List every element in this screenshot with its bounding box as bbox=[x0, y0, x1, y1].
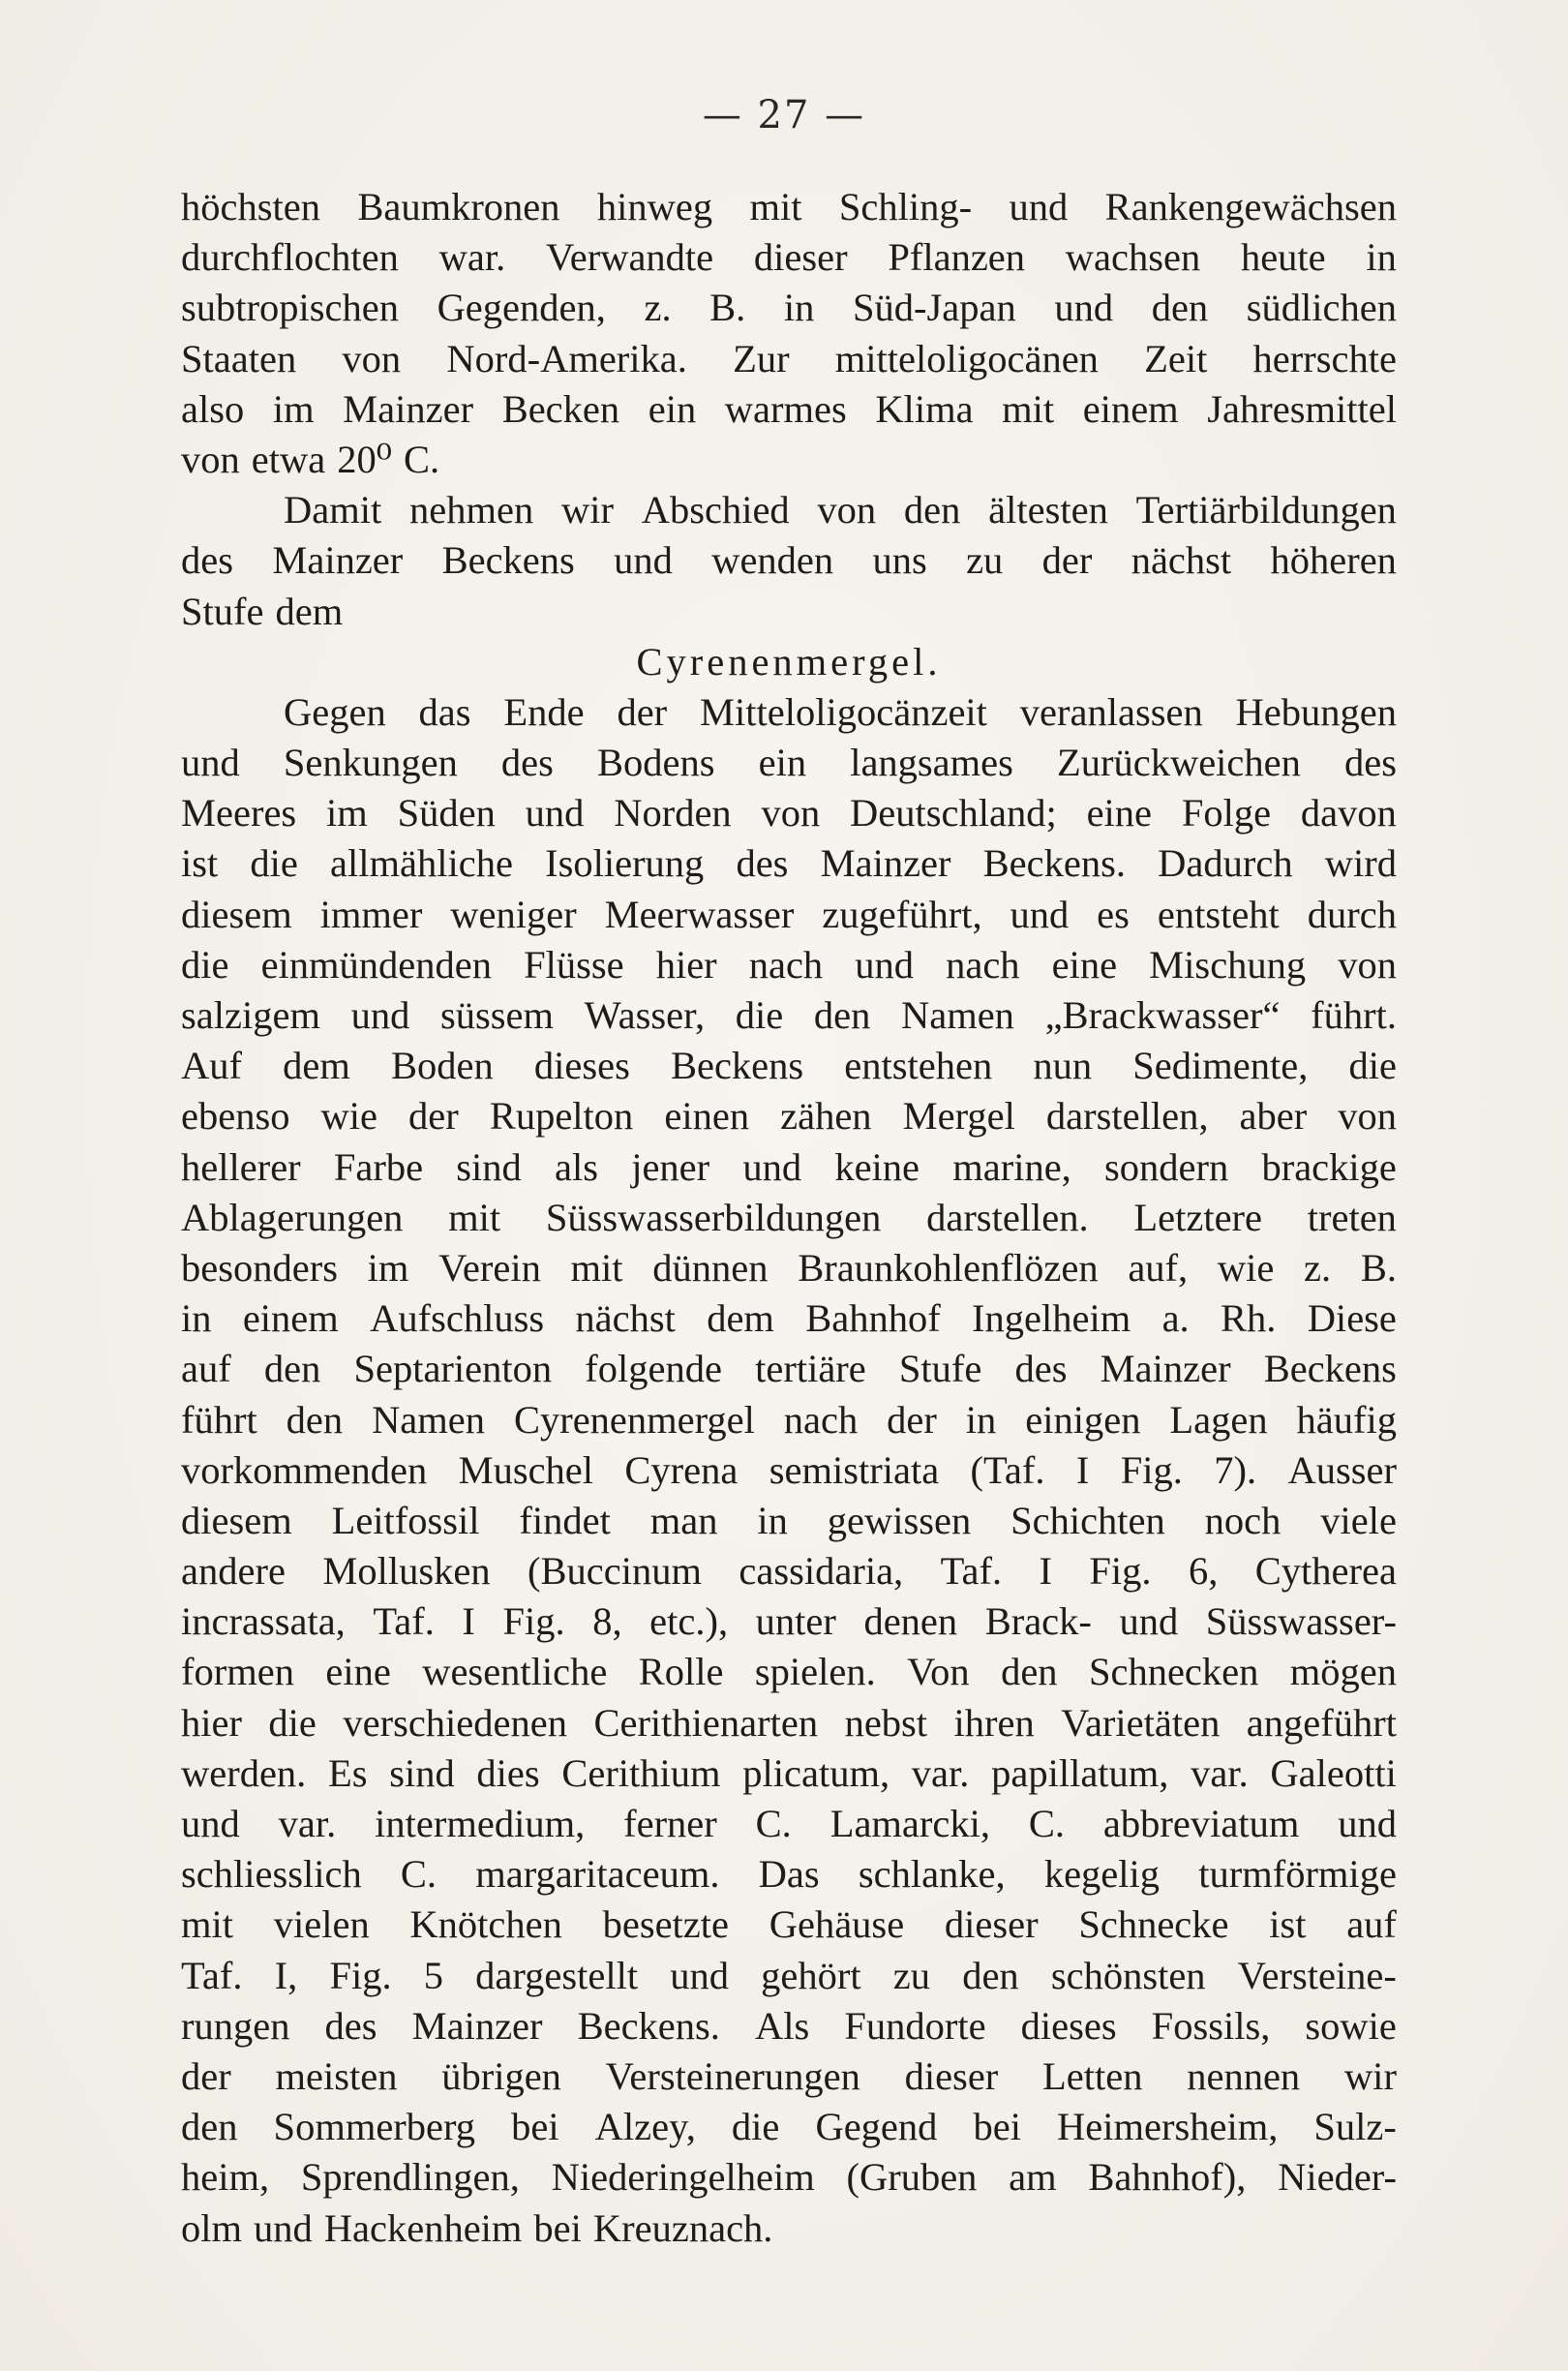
text-line: und Senkungen des Bodens ein langsames Zurückweichen des bbox=[181, 741, 1397, 785]
text-line: vorkommenden Muschel Cyrena semistriata (Taf. I Fig. 7). Ausser bbox=[181, 1447, 1397, 1492]
text-line: incrassata, Taf. I Fig. 8, etc.), unter denen Brack- und Süsswasser- bbox=[181, 1599, 1397, 1644]
section-heading: Cyrenenmergel. bbox=[636, 639, 942, 684]
body-text bbox=[181, 182, 1397, 2254]
text-line: also im Mainzer Becken ein warmes Klima mit einem Jahresmittel bbox=[181, 386, 1397, 431]
text-line: diesem Leitfossil findet man in gewissen Schichten noch viele bbox=[181, 1498, 1397, 1542]
text-line: salzigem und süssem Wasser, die den Namen „Brackwasser“ führt. bbox=[181, 993, 1397, 1037]
text-line: schliesslich C. margaritaceum. Das schlanke, kegelig turmförmige bbox=[181, 1852, 1397, 1897]
text-line: formen eine wesentliche Rolle spielen. Von den Schnecken mögen bbox=[181, 1650, 1397, 1694]
text-line: Stufe dem bbox=[181, 589, 344, 633]
text-line: olm und Hackenheim bei Kreuznach. bbox=[181, 2205, 773, 2250]
text-line: führt den Namen Cyrenenmergel nach der in einigen Lagen häufig bbox=[181, 1397, 1397, 1442]
text-line: Meeres im Süden und Norden von Deutschland; eine Folge davon bbox=[181, 791, 1397, 836]
text-line: Gegen das Ende der Mitteloligocänzeit veranlassen Hebungen bbox=[284, 689, 1397, 734]
text-line: höchsten Baumkronen hinweg mit Schling- und Rankengewächsen bbox=[181, 185, 1397, 228]
page-number: — 27 — bbox=[702, 93, 866, 137]
text-line: Ablagerungen mit Süsswasserbildungen darstellen. Letztere treten bbox=[181, 1195, 1397, 1239]
text-line: Staaten von Nord-Amerika. Zur mitteloligocänen Zeit herrschte bbox=[181, 336, 1397, 380]
text-line: durchflochten war. Verwandte dieser Pflanzen wachsen heute in bbox=[181, 235, 1397, 280]
text-line: Taf. I, Fig. 5 dargestellt und gehört zu den schönsten Versteine- bbox=[181, 1953, 1397, 1997]
text-line: werden. Es sind dies Cerithium plicatum, var. papillatum, var. Galeotti bbox=[181, 1750, 1397, 1795]
text-line: mit vielen Knötchen besetzte Gehäuse dieser Schnecke ist auf bbox=[181, 1902, 1397, 1947]
text-line: ebenso wie der Rupelton einen zähen Mergel darstellen, aber von bbox=[181, 1094, 1397, 1139]
text-line: des Mainzer Beckens und wenden uns zu der nächst höheren bbox=[181, 538, 1397, 583]
text-line: von etwa 20⁰ C. bbox=[181, 437, 440, 481]
text-line: hier die verschiedenen Cerithienarten nebst ihren Varietäten angeführt bbox=[181, 1700, 1397, 1745]
text-line: und var. intermedium, ferner C. Lamarcki, C. abbreviatum und bbox=[181, 1802, 1397, 1845]
text-line: besonders im Verein mit dünnen Braunkohlenflözen auf, wie z. B. bbox=[181, 1245, 1397, 1290]
text-line: auf den Septarienton folgende tertiäre Stufe des Mainzer Beckens bbox=[181, 1347, 1397, 1391]
text-line: den Sommerberg bei Alzey, die Gegend bei Heimersheim, Sulz- bbox=[181, 2105, 1397, 2149]
text-line: ist die allmähliche Isolierung des Mainzer Beckens. Dadurch wird bbox=[181, 841, 1397, 886]
text-line: andere Mollusken (Buccinum cassidaria, Taf. I Fig. 6, Cytherea bbox=[181, 1549, 1397, 1594]
text-line: subtropischen Gegenden, z. B. in Süd-Japan und den südlichen bbox=[181, 286, 1397, 330]
text-line: Auf dem Boden dieses Beckens entstehen nun Sedimente, die bbox=[181, 1044, 1397, 1088]
text-line: in einem Aufschluss nächst dem Bahnhof Ingelheim a. Rh. Diese bbox=[181, 1296, 1397, 1341]
text-line: die einmündenden Flüsse hier nach und nach eine Mischung von bbox=[181, 942, 1397, 987]
text-line: Damit nehmen wir Abschied von den ältesten Tertiärbildungen bbox=[284, 488, 1397, 532]
text-line: hellerer Farbe sind als jener und keine marine, sondern brackige bbox=[181, 1144, 1397, 1189]
text-line: rungen des Mainzer Beckens. Als Fundorte dieses Fossils, sowie bbox=[181, 2003, 1397, 2048]
text-line: der meisten übrigen Versteinerungen dieser Letten nennen wir bbox=[181, 2053, 1397, 2098]
text-line: heim, Sprendlingen, Niederingelheim (Gruben am Bahnhof), Nieder- bbox=[181, 2155, 1397, 2200]
text-line: diesem immer weniger Meerwasser zugeführt, und es entsteht durch bbox=[181, 892, 1397, 936]
